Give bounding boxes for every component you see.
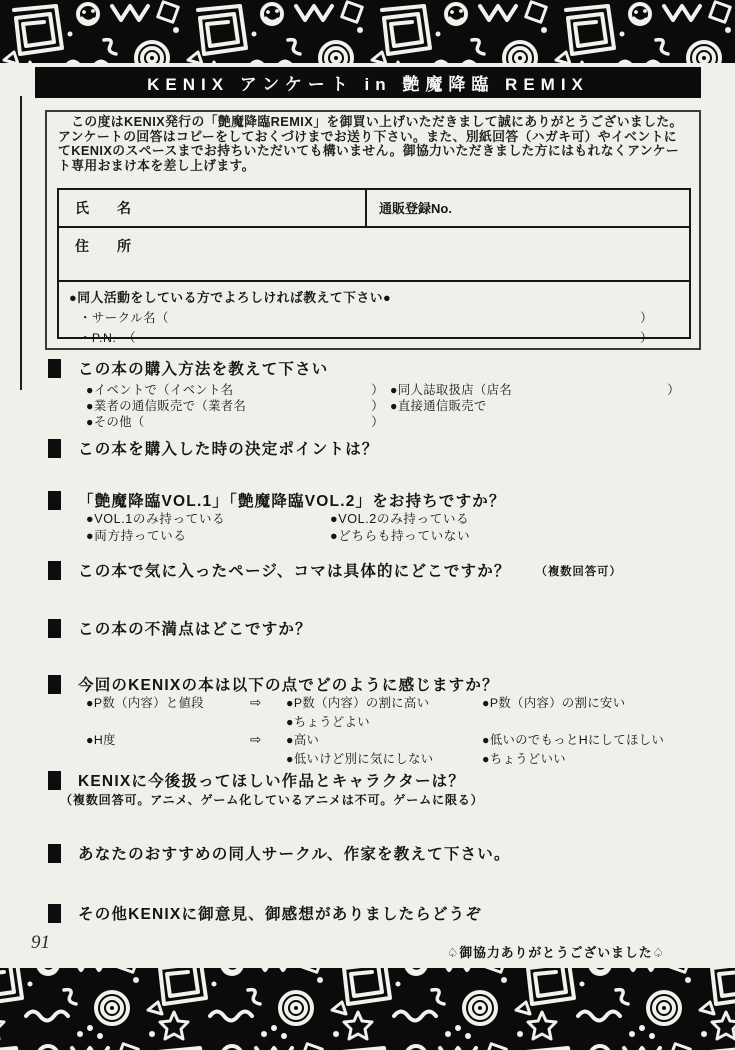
doodle-border-bottom-image (0, 968, 735, 1050)
question-6 (48, 673, 499, 695)
page-number: 91 (31, 932, 50, 953)
question-note: （複数回答可） (535, 566, 622, 578)
square-bullet-icon (48, 561, 61, 580)
table-row (59, 282, 689, 345)
option-label: ●P数（内容）と値段 (86, 696, 205, 710)
close-paren: ） (667, 383, 680, 397)
question-title: この本の不満点はどこですか？ (78, 621, 312, 638)
mail-order-no-field: 通販登録No. (379, 201, 452, 216)
option-label: ●業者の通信販売で（業者名 (86, 399, 247, 414)
question-5 (48, 617, 312, 639)
reader-info-table (57, 188, 691, 345)
table-row (59, 190, 689, 228)
option-label: ●ちょうどいい (482, 751, 567, 766)
name-field: 氏 名 (59, 190, 367, 226)
close-paren: ） (371, 399, 384, 414)
circle-name-line (69, 308, 689, 326)
option (390, 398, 686, 414)
option-label: ●低いけど別に気にしない (286, 751, 434, 766)
question-title: この本で気に入ったページ、コマは具体的にどこですか？ (78, 563, 511, 580)
q3-options (86, 511, 470, 545)
option (390, 414, 686, 430)
option-label: ●その他（ (86, 415, 145, 430)
option-label (86, 713, 250, 732)
question-title: 今回のKENIXの本は以下の点でどのように感じますか？ (78, 677, 499, 694)
option-label: ●イベントで（イベント名 (86, 383, 234, 397)
close-paren: ） (371, 415, 384, 430)
question-7 (48, 769, 465, 791)
page-title-bar (35, 67, 701, 98)
option (86, 398, 390, 414)
doujin-activity-heading: ●同人活動をしている方でよろしければ教えて下さい● (69, 290, 392, 305)
doodle-border-top-image (0, 0, 735, 63)
option-label: ●高い (286, 733, 320, 748)
page-title: KENIX アンケート in 艶魔降臨 REMIX (147, 75, 589, 94)
right-arrow-icon: ⇨ (250, 695, 262, 710)
question-title: あなたのおすすめの同人サークル、作家を教えて下さい。 (78, 846, 511, 863)
close-paren: ） (371, 383, 384, 397)
question-note: （複数回答可。アニメ、ゲーム化しているアニメは不可。ゲームに限る） (60, 793, 484, 807)
option (86, 382, 390, 398)
left-edge-line (20, 96, 22, 390)
option-label: ●VOL.2のみ持っている (330, 512, 470, 526)
right-arrow-icon: ⇨ (250, 732, 262, 748)
option-label (86, 750, 250, 769)
question-9 (48, 902, 482, 924)
square-bullet-icon (48, 491, 61, 510)
option-label: ●どちらも持っていない (330, 529, 471, 543)
square-bullet-icon (48, 771, 61, 790)
square-bullet-icon (48, 619, 61, 638)
right-arrow-icon (250, 750, 286, 769)
question-1 (48, 357, 329, 379)
doujin-activity-section (59, 282, 689, 345)
q6-options (86, 694, 664, 768)
pen-name-label: ・P.N. （ (79, 331, 136, 345)
option-label: ●ちょうどよい (286, 714, 371, 729)
question-title: この本の購入方法を教えて下さい (78, 361, 329, 378)
square-bullet-icon (48, 439, 61, 458)
intro-paragraph: この度はKENIX発行の「艶魔降臨REMIX」を御買い上げいただきまして誠にありがとうございました。アンケートの回答はコピーをしておくづけまでお送り下さい。また、別紙回答（ハガキ可）やイベントにてKENIXのスペースまでお持ちいただいても構いません。御協力いただきました方にはもれなくアンケート専用おまけ本を差し上げます。 (58, 114, 683, 174)
square-bullet-icon (48, 904, 61, 923)
question-2 (48, 437, 379, 459)
option-label: ●VOL.1のみ持っている (86, 512, 226, 526)
option-label: ●同人誌取扱店（店名 (390, 383, 513, 397)
square-bullet-icon (48, 844, 61, 863)
option-label: ●低いのでもっとHにしてほしい (482, 733, 665, 748)
address-field: 住 所 (75, 238, 131, 254)
option-label: ●H度 (86, 733, 116, 748)
option (390, 382, 686, 398)
footer-thanks-note: ♤御協力ありがとうございました♤ (446, 945, 665, 960)
option-label: ●P数（内容）の割に高い (286, 696, 430, 710)
close-paren: ） (640, 311, 653, 325)
circle-name-label: ・サークル名（ (79, 311, 169, 325)
option-label (482, 713, 664, 732)
option-label: ●直接通信販売で (390, 399, 487, 414)
question-title: 「艶魔降臨VOL.1」「艶魔降臨VOL.2」をお持ちですか？ (78, 493, 506, 510)
option-label: ●両方持っている (86, 529, 187, 543)
question-title: その他KENIXに御意見、御感想がありましたらどうぞ (78, 906, 483, 923)
right-arrow-icon (250, 713, 286, 732)
pen-name-line (69, 328, 689, 346)
close-paren: ） (640, 331, 653, 345)
question-title: KENIXに今後扱ってほしい作品とキャラクターは？ (78, 773, 466, 790)
option (86, 414, 390, 430)
square-bullet-icon (48, 359, 61, 378)
option-label: ●P数（内容）の割に安い (482, 696, 626, 710)
table-row (59, 228, 689, 282)
question-title: この本を購入した時の決定ポイントは？ (78, 441, 379, 458)
question-8 (48, 842, 511, 864)
question-4 (48, 559, 622, 581)
square-bullet-icon (48, 675, 61, 694)
question-3 (48, 489, 506, 511)
q1-options (86, 382, 686, 431)
